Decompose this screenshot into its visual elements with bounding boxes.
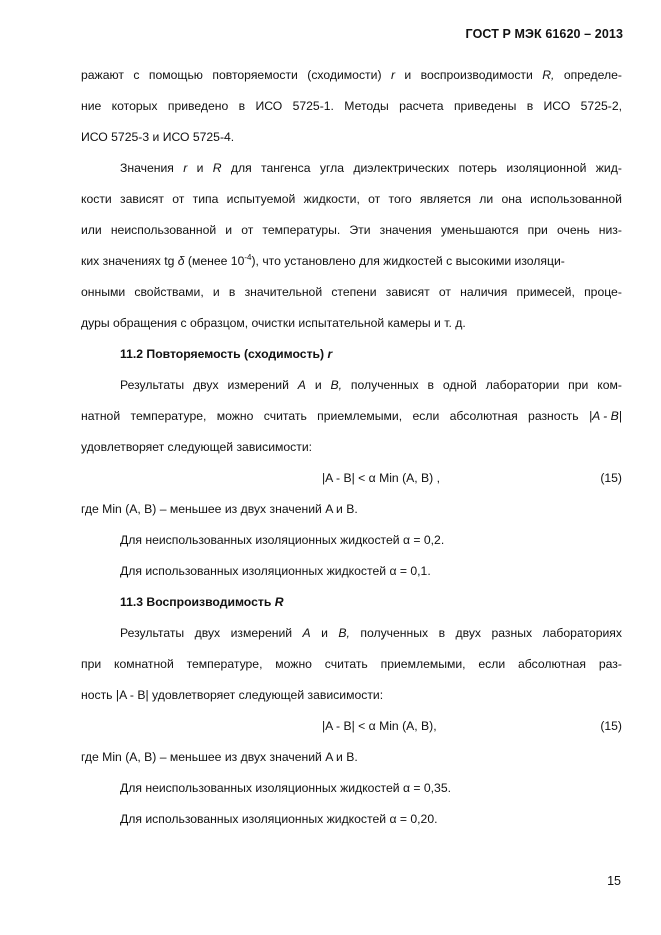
text-line: ИСО 5725-3 и ИСО 5725-4. [81,130,235,144]
word: в [427,378,435,392]
word: и [404,68,412,82]
text-line [81,215,622,246]
text-fragment: (менее 10 [184,254,245,268]
word: тангенса [261,161,311,175]
word: очень [556,223,590,237]
exponent: -4 [244,253,252,262]
word: полученных [360,626,429,640]
variable-delta: δ [177,254,185,268]
formula-row [81,711,622,742]
word: того [388,192,412,206]
heading-text: 11.2 Повторяемость (сходимость) [120,347,328,361]
text-line [81,184,622,215]
word: от [368,192,381,206]
word: потерь [458,161,498,175]
word: Значения [120,161,174,175]
word: разных [491,626,533,640]
paragraph-values [81,153,622,339]
word: степени [331,285,377,299]
word: натной [81,409,121,423]
word: если [412,409,440,423]
word: лабораториях [542,626,622,640]
expression-abs: |A - B| [588,409,622,423]
text-line [81,91,622,122]
word: Результаты [120,626,185,640]
word: 5725-2, [580,99,622,113]
formula-row [81,463,622,494]
word: ражают [81,68,124,82]
word: Результаты [120,378,185,392]
text-fragment: ких значениях tg [81,254,178,268]
formula: |A - B| < α Min (A, B) , [322,471,441,485]
word: температуре, [186,657,263,671]
word: изоляционной [506,161,587,175]
text-line: Для неиспользованных изоляционных жидкостей α = 0,35. [120,781,451,795]
word: можно [216,409,254,423]
word: значительной [244,285,323,299]
text-line: где Min (A, B) – меньшее из двух значений A и B. [81,502,358,516]
word: проце- [584,285,622,299]
word: и [196,161,204,175]
section-reproducibility [81,587,622,835]
word: от [438,285,451,299]
word: приведено [167,99,229,113]
text-line [81,277,622,308]
word: приведены [453,99,517,113]
word: разность [528,409,579,423]
word: измерений [230,626,293,640]
variable-A: A [302,626,311,640]
text-line: ность |A - B| удовлетворяет следующей зависимости: [81,688,384,702]
word: кости [81,192,112,206]
word: ИСО [255,99,283,113]
word: если [478,657,506,671]
word: онными [81,285,126,299]
word: 5725-1. [292,99,334,113]
text-line [81,153,622,184]
paragraph-methods [81,60,622,153]
text-line: Для использованных изоляционных жидкостей α = 0,20. [120,812,438,826]
text-line: где Min (A, B) – меньшее из двух значений A и B. [81,750,358,764]
document-header: ГОСТ Р МЭК 61620 – 2013 [465,27,623,41]
text-line [81,60,622,91]
formula-number: (15) [600,719,622,733]
variable-R: R, [542,68,555,82]
word: приемлемыми, [317,409,403,423]
text-line: Для использованных изоляционных жидкостей α = 0,1. [120,564,431,578]
word: зависят [385,285,430,299]
word: расчета [399,99,444,113]
word: в [526,99,534,113]
variable-B: B, [338,626,350,640]
word: с [133,68,140,82]
word: или [81,223,102,237]
word: жид- [595,161,622,175]
word: при [527,223,548,237]
word: раз- [598,657,622,671]
word: и [225,223,233,237]
word: абсолютная [449,409,518,423]
word: использованной [530,192,622,206]
section-heading [81,339,622,370]
word: от [241,223,254,237]
word: ИСО [543,99,571,113]
word: двух [193,378,219,392]
text-line: Для неиспользованных изоляционных жидкостей α = 0,2. [120,533,445,547]
text-line [81,246,622,277]
word: от [172,192,185,206]
text-fragment: ), что установлено для жидкостей с высокими изоляци- [251,254,565,268]
word: и [321,626,328,640]
word: в [238,99,246,113]
word: воспроизводимости [420,68,533,82]
word: температуры. [262,223,341,237]
word: типа [192,192,219,206]
word: свойствами, [134,285,204,299]
word: абсолютная [517,657,587,671]
word: угла [319,161,345,175]
text-line [81,618,622,649]
word: считать [263,409,307,423]
word: она [501,192,522,206]
variable-r: r [183,161,188,175]
word: (сходимости) [307,68,382,82]
word: значения [379,223,432,237]
word: лаборатории [485,378,560,392]
formula: |A - B| < α Min (A, B), [322,719,437,733]
word: примесей, [516,285,575,299]
word: при [81,657,102,671]
word: полученных [350,378,419,392]
section-repeatability [81,339,622,587]
word: диэлектрических [353,161,450,175]
page-number: 15 [607,874,621,888]
word: измерений [227,378,289,392]
variable-r: r [327,347,333,361]
text-line [81,370,622,401]
word: которых [111,99,158,113]
word: определе- [563,68,622,82]
document-body [81,60,622,835]
word: для [230,161,252,175]
text-line [81,649,622,680]
word: повторяемости [212,68,298,82]
word: жидкости, [303,192,360,206]
word: ние [81,99,102,113]
word: считать [324,657,368,671]
heading-text: 11.3 Воспроизводимость [120,595,275,609]
word: испытуемой [226,192,296,206]
variable-R: R [274,595,284,609]
word: помощью [148,68,203,82]
word: и [314,378,322,392]
word: ли [479,192,494,206]
word: Эти [349,223,371,237]
variable-B: B, [330,378,343,392]
formula-number: (15) [600,471,622,485]
word: комнатной [114,657,174,671]
word: двух [194,626,221,640]
word: и [212,285,220,299]
word: температуре, [130,409,207,423]
word: является [419,192,471,206]
word: при [568,378,589,392]
word: Методы [344,99,389,113]
word: в [438,626,446,640]
text-line: дуры обращения с образцом, очистки испытательной камеры и т. д. [81,316,466,330]
word: зависят [120,192,164,206]
word: низ- [598,223,622,237]
text-line: удовлетворяет следующей зависимости: [81,440,313,454]
variable-A: A [297,378,306,392]
word: можно [275,657,312,671]
variable-r: r [390,68,395,82]
word: двух [455,626,482,640]
section-heading [81,587,622,618]
variable-R: R [212,161,222,175]
word: ком- [597,378,622,392]
word: наличия [460,285,508,299]
word: уменьшаются [440,223,519,237]
word: одной [442,378,477,392]
word: в [228,285,236,299]
word: приемлемыми, [380,657,466,671]
text-line [81,401,622,432]
word: неиспользованной [110,223,217,237]
